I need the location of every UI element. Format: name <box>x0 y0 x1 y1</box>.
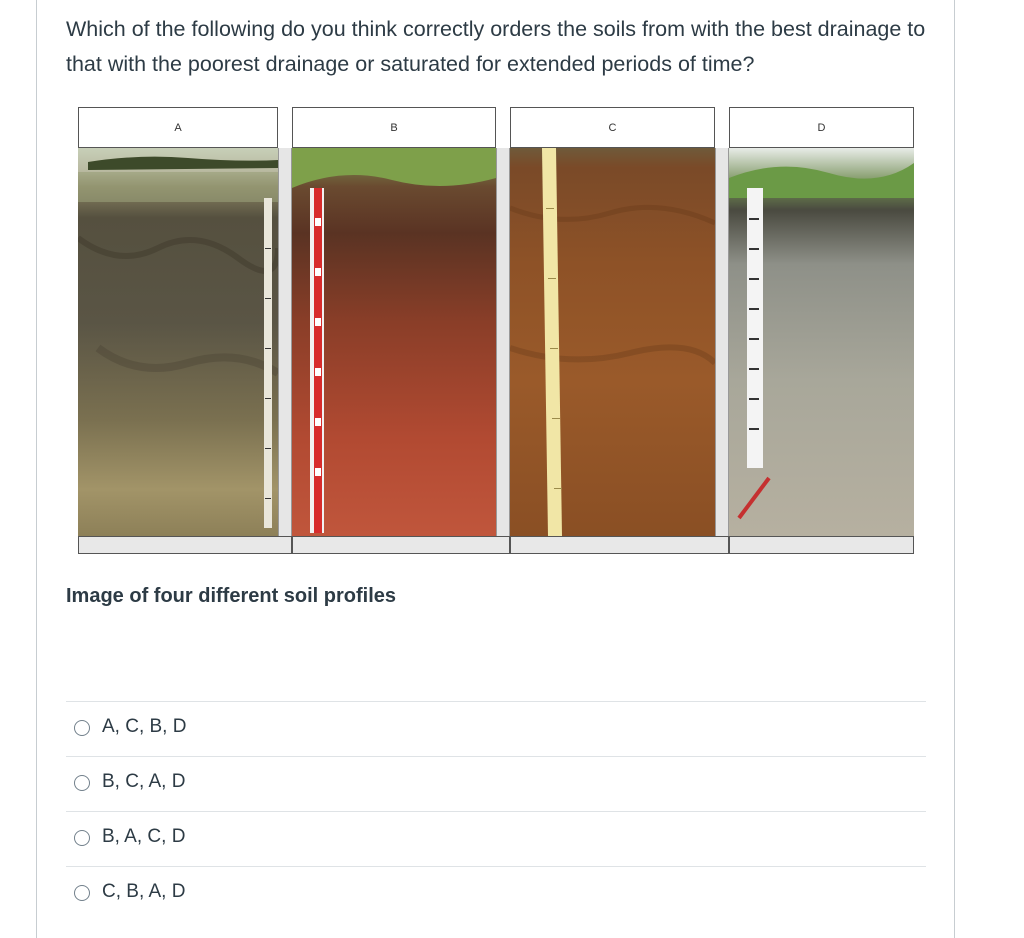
radio-button-icon[interactable] <box>74 720 90 736</box>
answer-option[interactable] <box>66 811 926 866</box>
radio-button-icon[interactable] <box>74 775 90 791</box>
question-text: Which of the following do you think correctly orders the soils from with the best drainage to that with the poorest drainage or saturated for extended periods of time? <box>66 17 926 76</box>
photo-separator <box>278 148 292 536</box>
figure-footer-cell <box>292 536 510 554</box>
soil-profile-orange-brown-icon <box>510 148 715 536</box>
answer-label[interactable]: B, C, A, D <box>102 771 186 792</box>
content-border-right <box>954 0 955 938</box>
photo-separator <box>715 148 729 536</box>
figure-footer-cell <box>510 536 729 554</box>
soil-photo-d <box>729 148 914 536</box>
soil-profile-red-icon <box>292 148 496 536</box>
answer-option[interactable] <box>66 756 926 811</box>
answer-list <box>66 701 926 921</box>
content-border-left <box>36 0 37 938</box>
answer-option[interactable] <box>66 866 926 921</box>
soil-photo-c <box>510 148 715 536</box>
figure-caption: Image of four different soil profiles <box>66 585 397 607</box>
soil-photo-a <box>78 148 278 536</box>
answer-label[interactable]: C, B, A, D <box>102 881 186 902</box>
answer-label[interactable]: A, C, B, D <box>102 716 187 737</box>
radio-button-icon[interactable] <box>74 885 90 901</box>
photo-separator <box>496 148 510 536</box>
column-header-c: C <box>510 107 715 148</box>
column-header-a: A <box>78 107 278 148</box>
soil-profiles-figure <box>78 107 914 554</box>
answer-label[interactable]: B, A, C, D <box>102 826 186 847</box>
answer-option[interactable] <box>66 701 926 756</box>
column-header-d: D <box>729 107 914 148</box>
soil-profile-dark-brown-icon <box>78 148 278 536</box>
figure-footer-cell <box>729 536 914 554</box>
soil-profile-grey-icon <box>729 148 914 536</box>
figure-footer-cell <box>78 536 292 554</box>
soil-photo-b <box>292 148 496 536</box>
radio-button-icon[interactable] <box>74 830 90 846</box>
column-header-b: B <box>292 107 496 148</box>
